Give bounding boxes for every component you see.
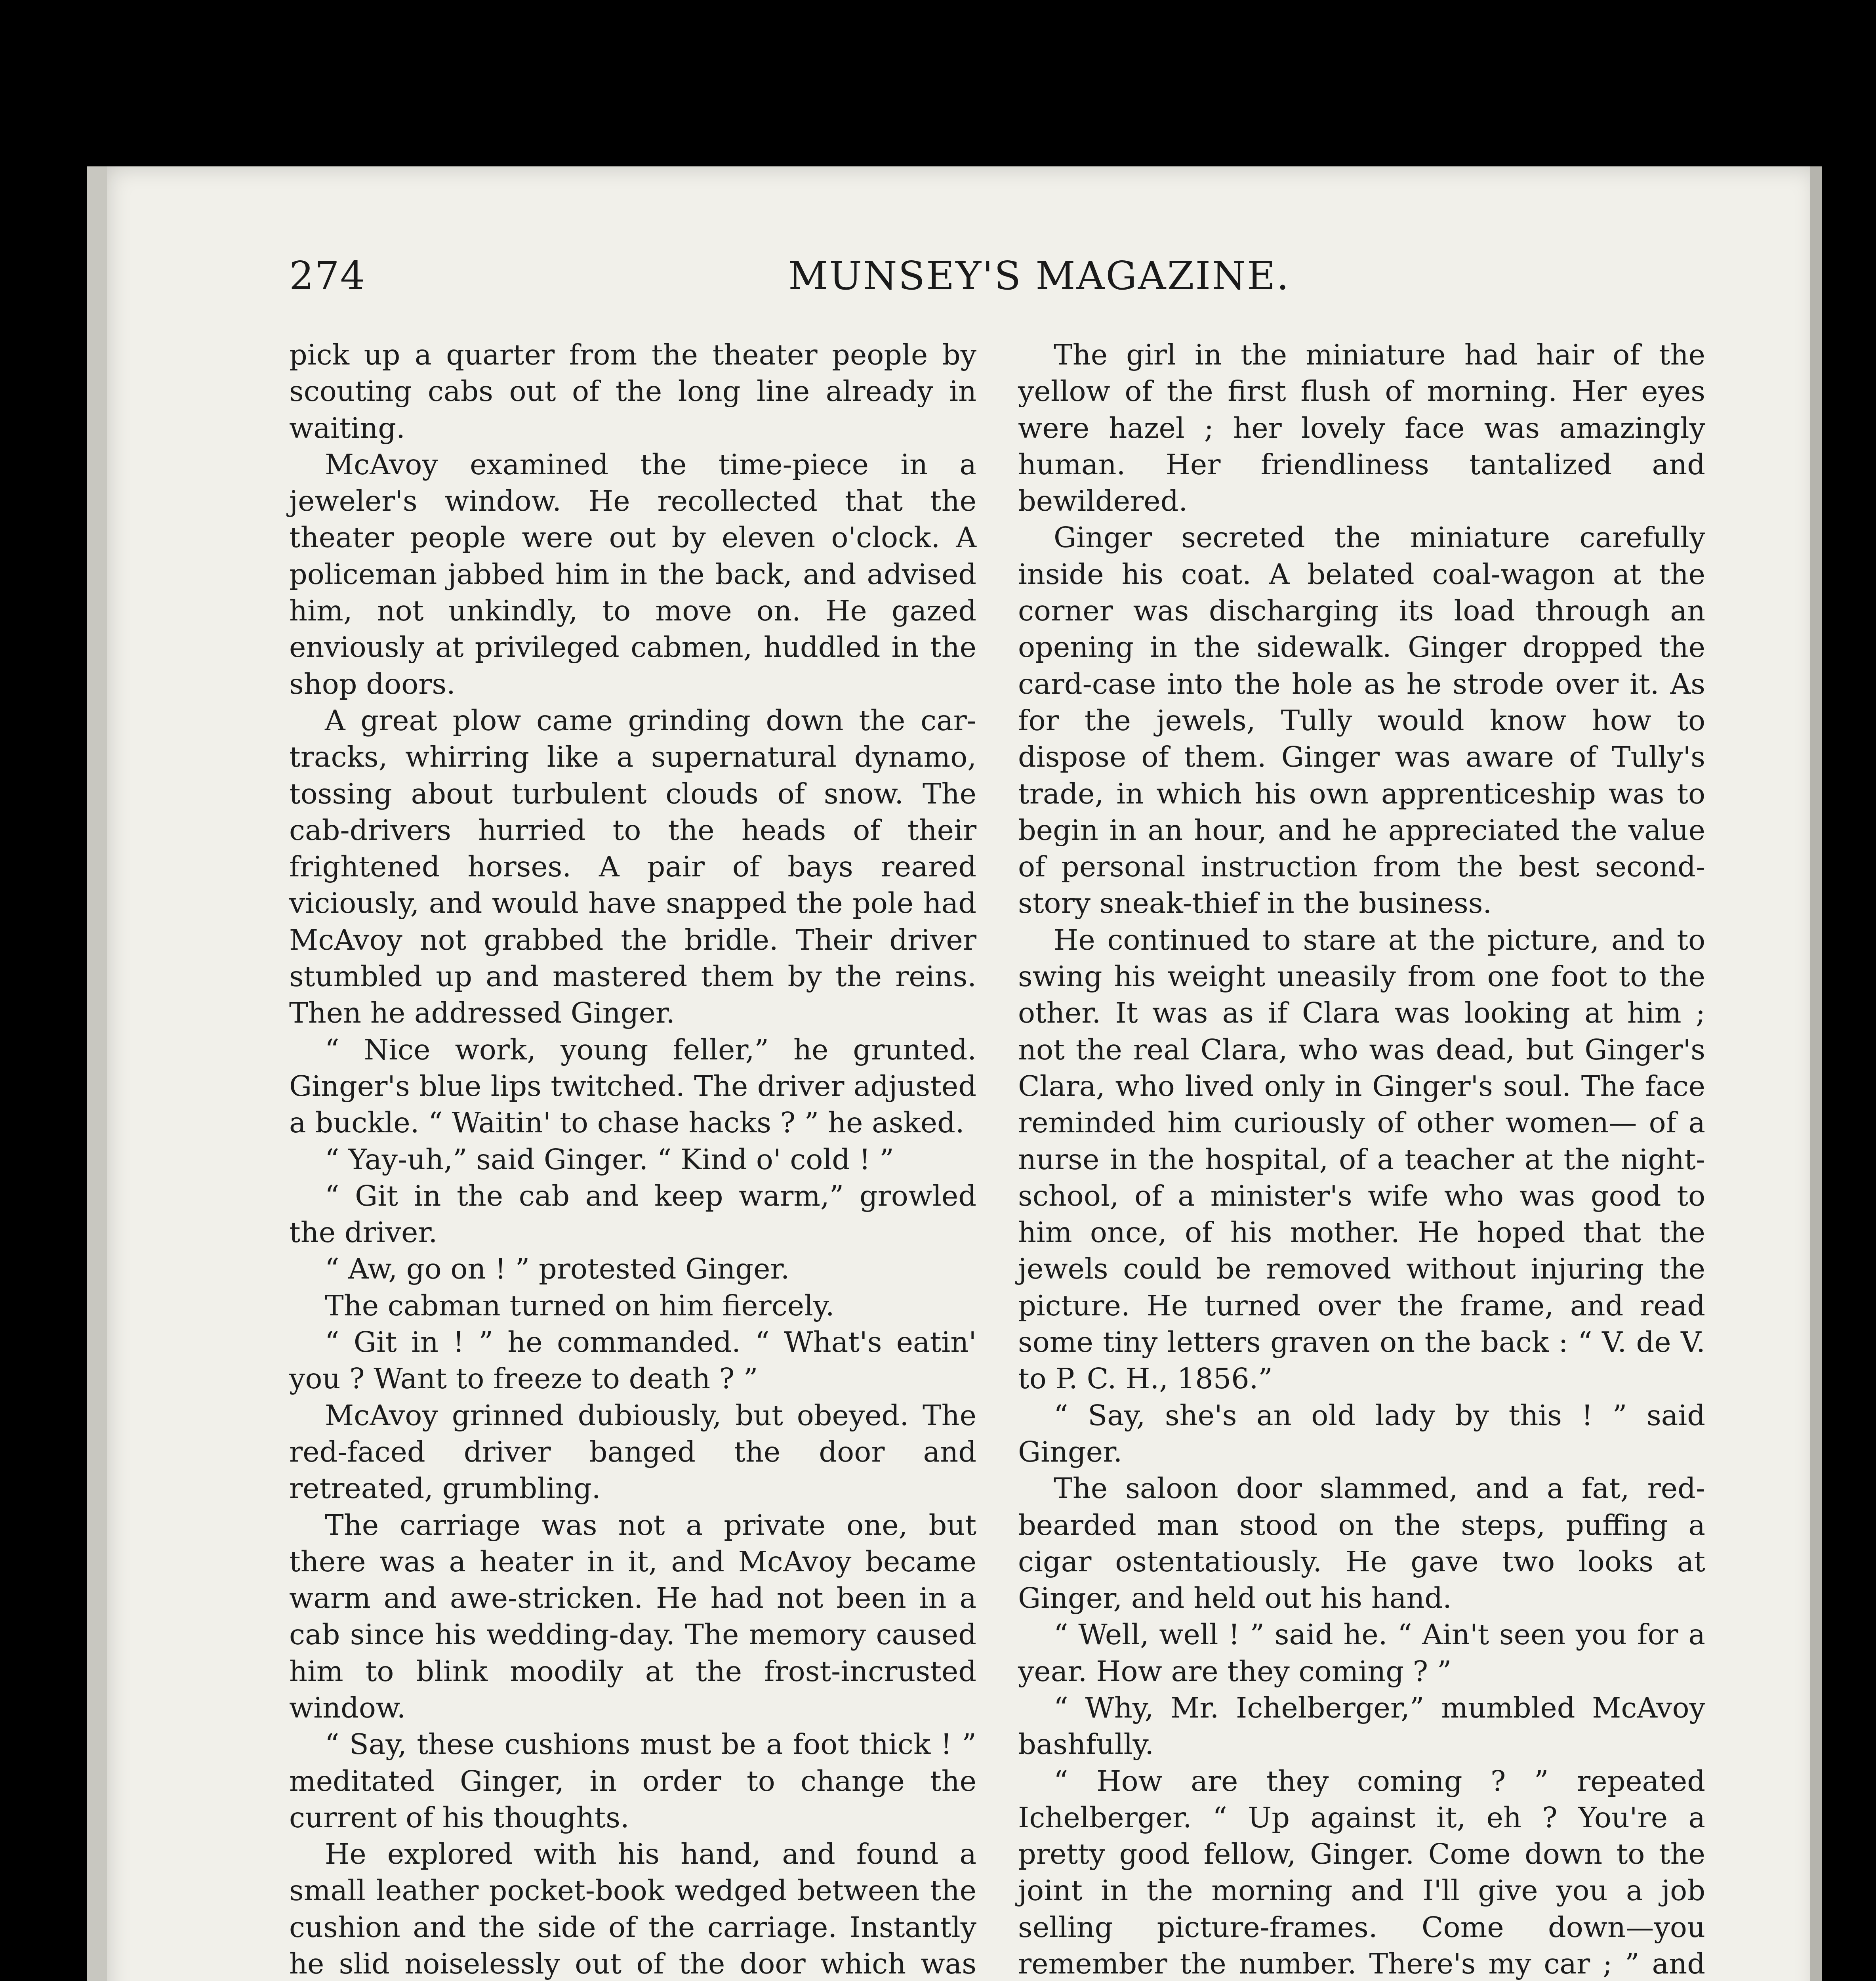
paragraph: “ Nice work, young feller,” he grunted. Ginger's blue lips twitched. The driver adjusted a buckle. “ Waitin' to chase hacks ? ” he asked. [289, 1033, 976, 1139]
paragraph: McAvoy grinned dubiously, but obeyed. The red-faced driver banged the door and retreated, grumbling. [289, 1399, 976, 1505]
page-right-edge [1810, 166, 1822, 1981]
paragraph: The carriage was not a private one, but there was a heater in it, and McAvoy became warm and awe-stricken. He had not been in a cab since his wedding-day. The memory caused him to blink moodily at the frost-incrusted window. [289, 1508, 976, 1724]
paragraph: He continued to stare at the picture, and to swing his weight uneasily from one foot to the other. It was as if Clara was looking at him ; not the real Clara, who was dead, but Ginger's Clara, who lived only in Ginger's soul. The face reminded him curiously of other women— of a nurse in the hospital, of a teacher at the night-school, of a minister's wife who was good to him once, of his mother. He hoped that the jewels could be removed without injuring the picture. He turned over the frame, and read some tiny letters graven on the back : “ V. de V. to P. C. H., 1856.” [1018, 923, 1705, 1395]
paragraph: Ginger secreted the miniature carefully inside his coat. A belated coal-wagon at the corner was discharging its load through an opening in the sidewalk. Ginger dropped the card-case into the hole as he strode over it. As for the jewels, Tully would know how to dispose of them. Ginger was aware of Tully's trade, in which his own apprenticeship was to begin in an hour, and he appreciated the value of personal instruction from the best second-story sneak-thief in the business. [1018, 521, 1705, 920]
paragraph: “ How are they coming ? ” repeated Ichelberger. “ Up against it, eh ? You're a pretty good fellow, Ginger. Come down to the joint in the morning and I'll give you a job selling picture-frames. Come down—you remember the number. There's my car ; ” and [1018, 1764, 1705, 1981]
paragraph: “ Why, Mr. Ichelberger,” mumbled McAvoy bashfully. [1018, 1691, 1705, 1761]
paragraph: “ Git in the cab and keep warm,” growled the driver. [289, 1179, 976, 1249]
paragraph: The cabman turned on him fiercely. [325, 1289, 835, 1322]
page-number: 274 [289, 254, 366, 299]
left-column [289, 337, 976, 1981]
paragraph: “ Aw, go on ! ” protested Ginger. [325, 1252, 790, 1286]
paragraph: “ Git in ! ” he commanded. “ What's eatin' you ? Want to freeze to death ? ” [289, 1326, 976, 1395]
paragraph: A great plow came grinding down the car-tracks, whirring like a supernatural dynamo, tossing about turbulent clouds of snow. The cab-drivers hurried to the heads of their frightened horses. A pair of bays reared viciously, and would have snapped the pole had McAvoy not grabbed the bridle. Their driver stumbled up and mastered them by the reins. Then he addressed Ginger. [289, 704, 976, 1030]
magazine-title: MUNSEY'S MAGAZINE. [788, 254, 1290, 299]
paragraph: pick up a quarter from the theater people by scouting cabs out of the long line already in waiting. [289, 338, 976, 445]
paragraph: “ Well, well ! ” said he. “ Ain't seen you for a year. How are they coming ? ” [1018, 1618, 1705, 1688]
paragraph: “ Yay-uh,” said Ginger. “ Kind o' cold ! ” [325, 1143, 894, 1176]
running-head [289, 254, 1707, 305]
right-column [1018, 337, 1705, 1981]
paragraph: The girl in the miniature had hair of the yellow of the first flush of morning. Her eyes were hazel ; her lovely face was amazingly human. Her friendliness tantalized and bewildered. [1018, 338, 1705, 518]
paragraph: “ Say, these cushions must be a foot thick ! ” meditated Ginger, in order to change the current of his thoughts. [289, 1728, 976, 1834]
right-column-paragraphs [1018, 337, 1705, 1981]
paragraph: McAvoy examined the time-piece in a jeweler's window. He recollected that the theater people were out by eleven o'clock. A policeman jabbed him in the back, and advised him, not unkindly, to move on. He gazed enviously at privileged cabmen, huddled in the shop doors. [289, 448, 976, 700]
paragraph: He explored with his hand, and found a small leather pocket-book wedged between the cushion and the side of the carriage. Instantly he slid noiselessly out of the door which was [289, 1838, 976, 1981]
paragraph: The saloon door slammed, and a fat, red-bearded man stood on the steps, puffing a cigar ostentatiously. He gave two looks at Ginger, and held out his hand. [1018, 1472, 1705, 1615]
paragraph: “ Say, she's an old lady by this ! ” said Ginger. [1018, 1399, 1705, 1468]
